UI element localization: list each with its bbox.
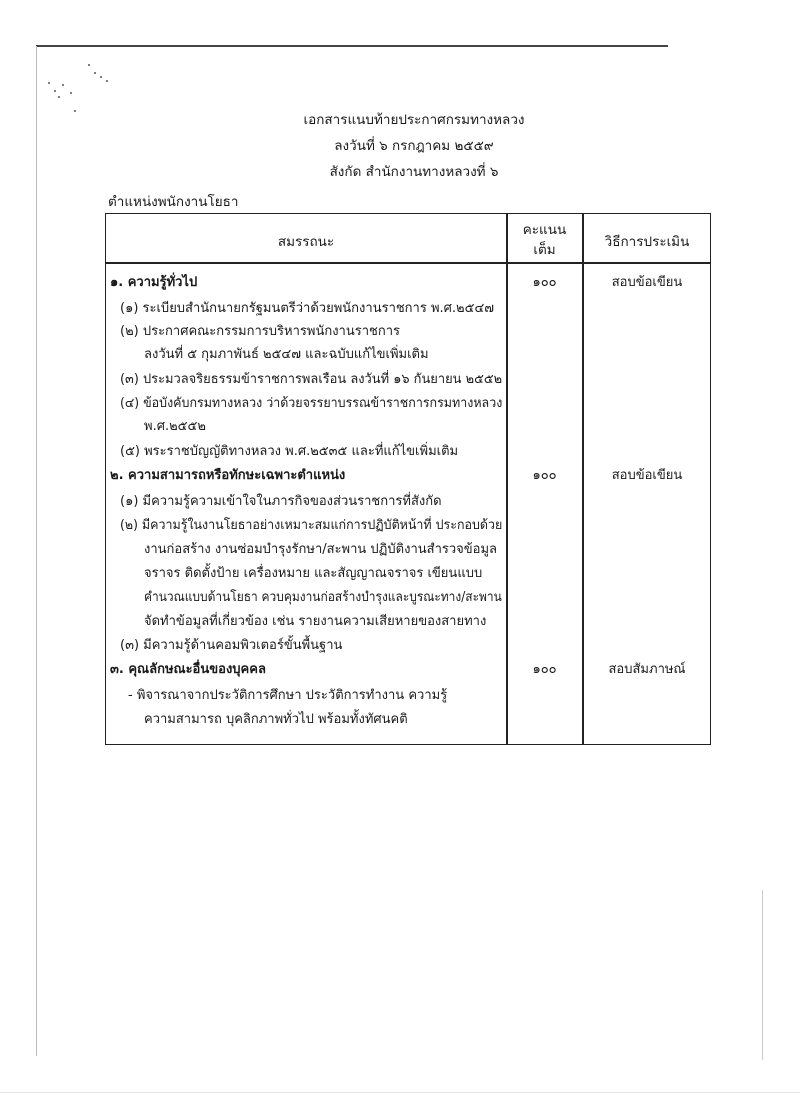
header-score-line2: เต็ม bbox=[533, 242, 556, 258]
list-item: ความสามารถ บุคลิกภาพทั่วไป พร้อมทั้งทัศนคติ bbox=[144, 712, 408, 727]
position-title: ตำแหน่งพนักงานโยธา bbox=[108, 194, 239, 210]
bottom-scan-edge bbox=[0, 1092, 800, 1093]
header-competency: สมรรถนะ bbox=[277, 234, 335, 250]
list-item: จราจร ติดตั้งป้าย เครื่องหมาย และสัญญาณจราจร เขียนแบบ bbox=[144, 566, 483, 581]
section-score: ๑๐๐ bbox=[532, 468, 557, 483]
competency-table bbox=[105, 213, 711, 745]
section-title: ๓. คุณลักษณะอื่นของบุคคล bbox=[110, 662, 266, 677]
list-item: จัดทำข้อมูลที่เกี่ยวข้อง เช่น รายงานความเสียหายของสายทาง bbox=[144, 614, 487, 629]
document-title: เอกสารแนบท้ายประกาศกรมทางหลวง bbox=[303, 112, 525, 128]
section-method: สอบข้อเขียน bbox=[611, 468, 683, 483]
right-scan-edge bbox=[762, 890, 763, 1060]
list-item: (๑) มีความรู้ความเข้าใจในภารกิจของส่วนราชการที่สังกัด bbox=[120, 494, 442, 509]
section-title: ๑. ความรู้ทั่วไป bbox=[110, 275, 198, 290]
list-item: (๒) ประกาศคณะกรรมการบริหารพนักงานราชการ bbox=[120, 324, 400, 339]
header-method: วิธีการประเมิน bbox=[604, 234, 690, 250]
section-method: สอบสัมภาษณ์ bbox=[608, 662, 686, 677]
list-item: (๓) มีความรู้ด้านคอมพิวเตอร์ขั้นพื้นฐาน bbox=[120, 638, 343, 653]
list-item: งานก่อสร้าง งานซ่อมบำรุงรักษา/สะพาน ปฏิบัติงานสำรวจข้อมูล bbox=[144, 542, 498, 557]
document-date: ลงวันที่ ๖ กรกฎาคม ๒๕๕๙ bbox=[334, 138, 494, 154]
scan-specks bbox=[48, 62, 118, 112]
section-score: ๑๐๐ bbox=[532, 662, 557, 677]
list-item: (๔) ข้อบังคับกรมทางหลวง ว่าด้วยจรรยาบรรณข้าราชการกรมทางหลวง bbox=[120, 396, 503, 411]
list-item: พ.ศ.๒๕๕๒ bbox=[144, 419, 206, 434]
section-method: สอบข้อเขียน bbox=[611, 275, 683, 290]
left-scan-edge bbox=[36, 46, 37, 1056]
header-divider bbox=[106, 262, 710, 264]
list-item: ลงวันที่ ๕ กุมภาพันธ์ ๒๕๔๗ และฉบับแก้ไขเพิ่มเติม bbox=[144, 347, 429, 362]
list-item: (๓) ประมวลจริยธรรมข้าราชการพลเรือน ลงวันที่ ๑๖ กันยายน ๒๕๕๒ bbox=[120, 372, 503, 387]
list-item: คำนวณแบบด้านโยธา ควบคุมงานก่อสร้างบำรุงและบูรณะทาง/สะพาน bbox=[144, 590, 502, 605]
section-score: ๑๐๐ bbox=[532, 275, 557, 290]
list-item: - พิจารณาจากประวัติการศึกษา ประวัติการทำงาน ความรู้ bbox=[128, 688, 448, 703]
section-title: ๒. ความสามารถหรือทักษะเฉพาะตำแหน่ง bbox=[110, 468, 346, 483]
top-rule bbox=[36, 45, 668, 47]
list-item: (๒) มีความรู้ในงานโยธาอย่างเหมาะสมแก่การปฏิบัติหน้าที่ ประกอบด้วย bbox=[120, 518, 503, 533]
list-item: (๕) พระราชบัญญัติทางหลวง พ.ศ.๒๕๓๕ และที่แก้ไขเพิ่มเติม bbox=[120, 444, 459, 459]
header-score-line1: คะแนน bbox=[522, 222, 567, 238]
list-item: (๑) ระเบียบสำนักนายกรัฐมนตรีว่าด้วยพนักงานราชการ พ.ศ.๒๕๔๗ bbox=[120, 301, 495, 316]
header-full-score bbox=[507, 220, 582, 260]
document-affiliation: สังกัด สำนักงานทางหลวงที่ ๖ bbox=[329, 164, 499, 180]
